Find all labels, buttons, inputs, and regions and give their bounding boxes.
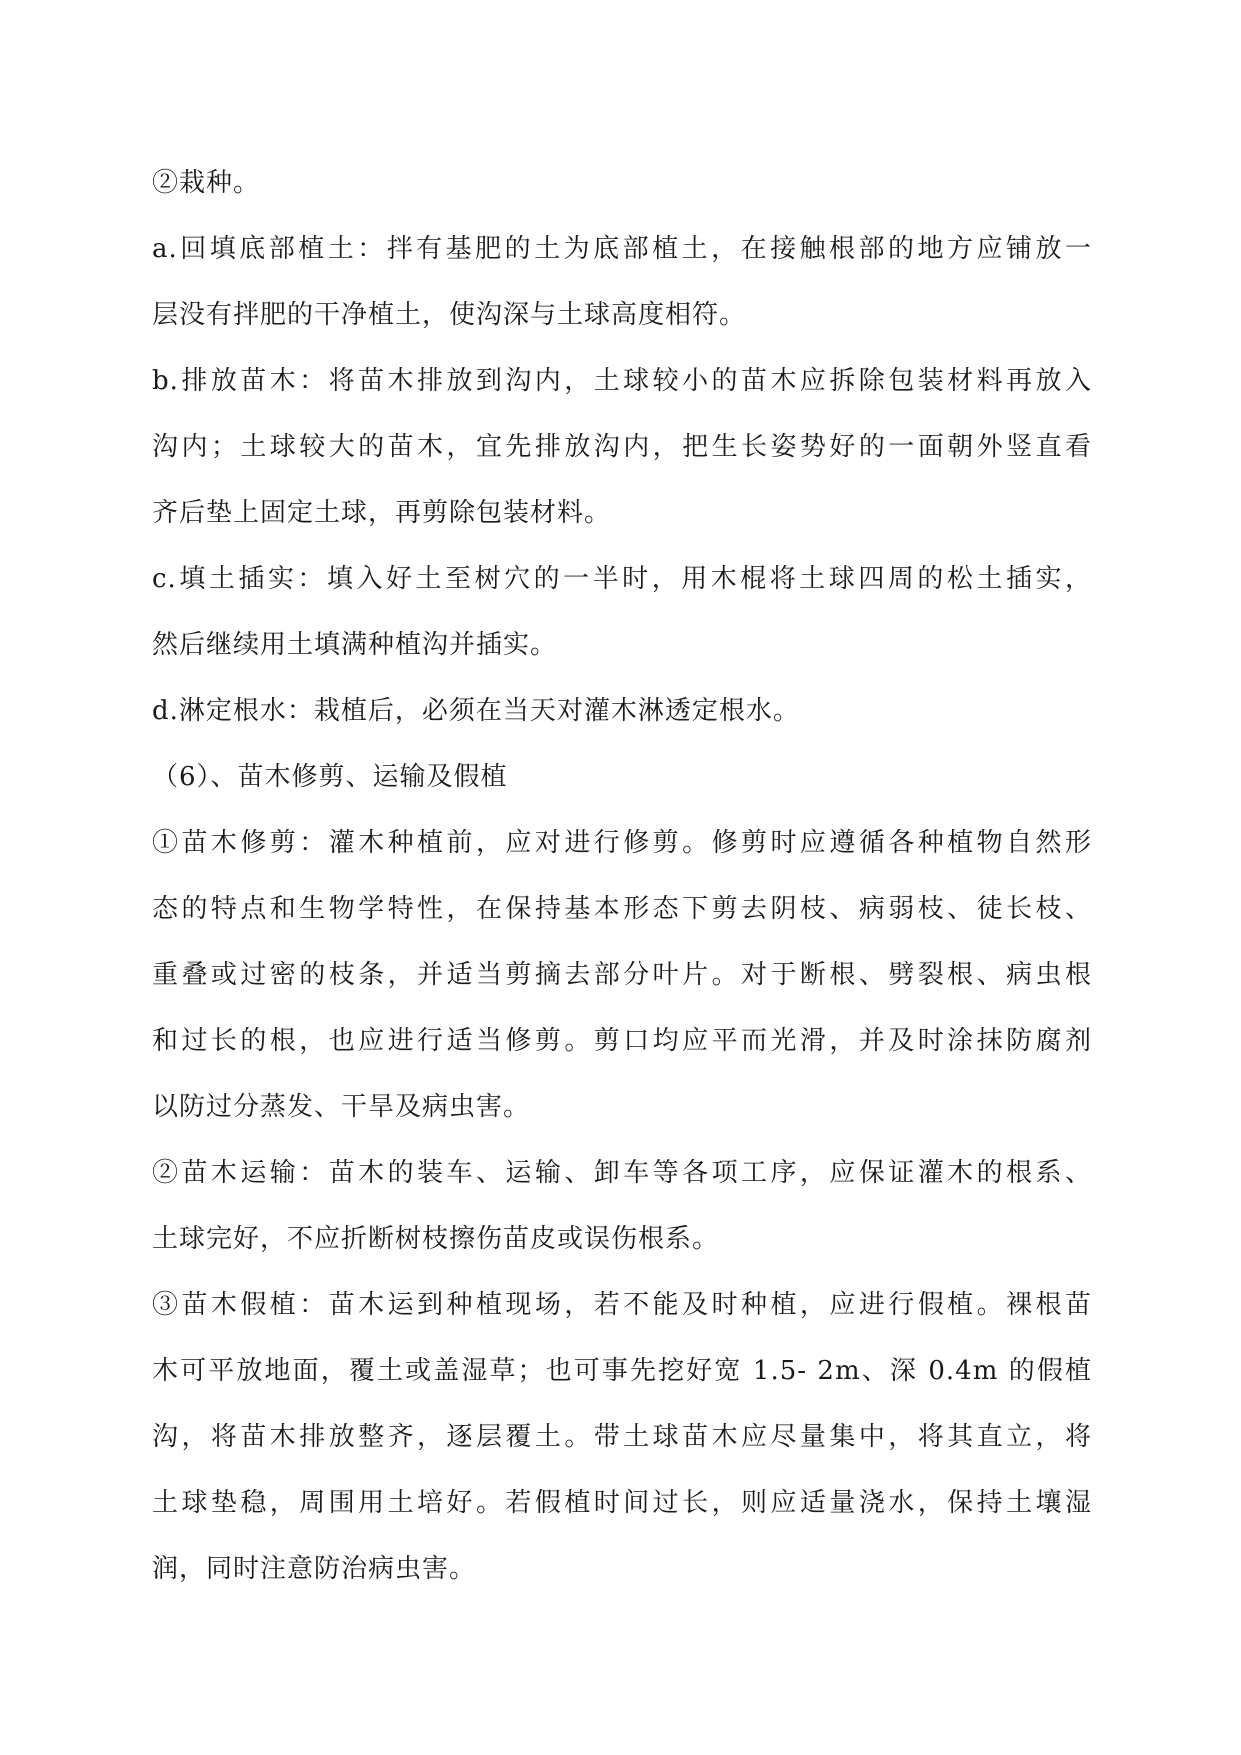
paragraph-pruning [152,810,1092,1140]
text-line: c.填土插实：填入好土至树穴的一半时，用木棍将土球四周的松土插实， [152,564,1092,594]
text-line: 以防过分蒸发、干旱及病虫害。 [152,1092,531,1122]
paragraph-transport [152,1140,1092,1272]
text-line: 土球完好，不应折断树枝擦伤苗皮或误伤根系。 [152,1224,720,1254]
document-body [152,150,1092,1602]
text-line: ③苗木假植：苗木运到种植现场，若不能及时种植，应进行假植。裸根苗 [152,1290,1092,1320]
paragraph-temporary-planting [152,1272,1092,1602]
text-line: ②苗木运输：苗木的装车、运输、卸车等各项工序，应保证灌木的根系、 [152,1158,1092,1188]
text-line: d.淋定根水：栽植后，必须在当天对灌木淋透定根水。 [152,696,800,726]
text-line: a.回填底部植土：拌有基肥的土为底部植土，在接触根部的地方应铺放一 [152,234,1092,264]
section-heading-pruning-transport [152,744,1092,810]
text-line: 木可平放地面，覆土或盖湿草；也可事先挖好宽 1.5- 2m、深 0.4m 的假植 [152,1356,1092,1386]
paragraph-watering [152,678,1092,744]
text-line: 重叠或过密的枝条，并适当剪摘去部分叶片。对于断根、劈裂根、病虫根 [152,960,1092,990]
text-line: （6）、苗木修剪、运输及假植 [152,762,508,792]
text-line: 沟内；土球较大的苗木，宜先排放沟内，把生长姿势好的一面朝外竖直看 [152,432,1092,462]
text-line: ②栽种。 [152,168,261,198]
paragraph-backfill-soil [152,216,1092,348]
text-line: 然后继续用土填满种植沟并插实。 [152,630,558,660]
paragraph-fill-soil [152,546,1092,678]
text-line: 土球垫稳，周围用土培好。若假植时间过长，则应适量浇水，保持土壤湿 [152,1488,1092,1518]
text-line: 润，同时注意防治病虫害。 [152,1554,477,1584]
text-line: b.排放苗木：将苗木排放到沟内，土球较小的苗木应拆除包装材料再放入 [152,366,1092,396]
text-line: ①苗木修剪：灌木种植前，应对进行修剪。修剪时应遵循各种植物自然形 [152,828,1092,858]
text-line: 态的特点和生物学特性，在保持基本形态下剪去阴枝、病弱枝、徒长枝、 [152,894,1092,924]
text-line: 沟，将苗木排放整齐，逐层覆土。带土球苗木应尽量集中，将其直立，将 [152,1422,1092,1452]
text-line: 层没有拌肥的干净植土，使沟深与土球高度相符。 [152,300,747,330]
text-line: 和过长的根，也应进行适当修剪。剪口均应平而光滑，并及时涂抹防腐剂 [152,1026,1092,1056]
text-line: 齐后垫上固定土球，再剪除包装材料。 [152,498,612,528]
paragraph-planting-heading [152,150,1092,216]
paragraph-arrange-seedlings [152,348,1092,546]
